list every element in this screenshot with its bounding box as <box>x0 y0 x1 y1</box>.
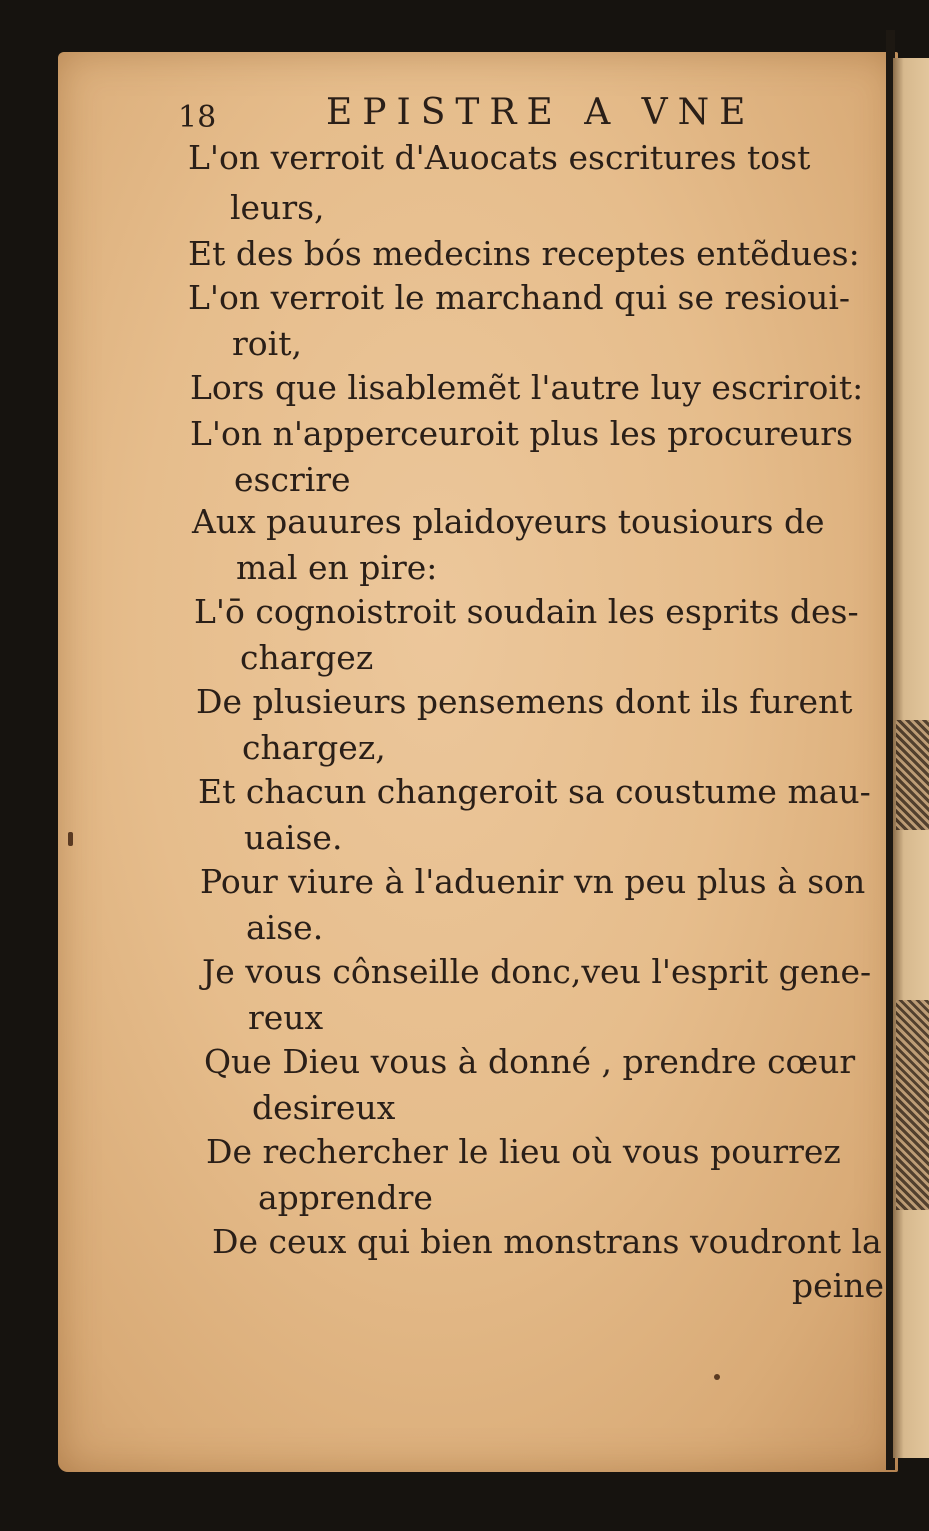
verse-line: De rechercher le lieu où vous pourrez <box>206 1132 841 1171</box>
verse-line: roit, <box>232 324 302 363</box>
ink-speck <box>68 832 73 846</box>
verse-line: Pour viure à l'aduenir vn peu plus à son <box>200 862 866 901</box>
verse-line: De plusieurs pensemens dont ils furent <box>196 682 853 721</box>
verse-line: L'on n'apperceuroit plus les procureurs <box>190 414 853 453</box>
verse-line: De ceux qui bien monstrans voudront la <box>212 1222 882 1261</box>
verse-line: Que Dieu vous à donné , prendre cœur <box>204 1042 856 1081</box>
verse-line: apprendre <box>258 1178 433 1217</box>
facing-ornament <box>896 720 929 830</box>
verse-line: Je vous cônseille donc,veu l'esprit gene- <box>202 952 872 991</box>
verse-line: Lors que lisablemẽt l'autre luy escriroit: <box>190 368 864 407</box>
ink-speck <box>714 1374 720 1380</box>
verse-line: L'on verroit le marchand qui se resioui- <box>188 278 851 317</box>
verse-line: uaise. <box>244 818 343 857</box>
verse-line: desireux <box>252 1088 396 1127</box>
verse-line: escrire <box>234 460 351 499</box>
running-head: EPISTRE A VNE <box>326 92 756 133</box>
page-number: 18 <box>178 100 217 135</box>
verse-line: Et chacun changeroit sa coustume mau- <box>198 772 871 811</box>
facing-ornament-lower <box>896 1000 929 1210</box>
verse-line: Aux pauures plaidoyeurs tousiours de <box>192 502 825 541</box>
verse-line: chargez, <box>242 728 386 767</box>
verse-line: peine <box>792 1266 884 1305</box>
verse-line: chargez <box>240 638 374 677</box>
verse-line: mal en pire: <box>236 548 438 587</box>
verse-line: L'ō cognoistroit soudain les esprits des- <box>194 592 859 631</box>
verse-line: reux <box>248 998 324 1037</box>
verse-line: L'on verroit d'Auocats escritures tost <box>188 138 811 177</box>
verse-line: aise. <box>246 908 324 947</box>
page-header <box>178 92 858 140</box>
verse-line: Et des bós medecins receptes entẽdues: <box>188 234 860 273</box>
verse-line: leurs, <box>230 188 325 227</box>
